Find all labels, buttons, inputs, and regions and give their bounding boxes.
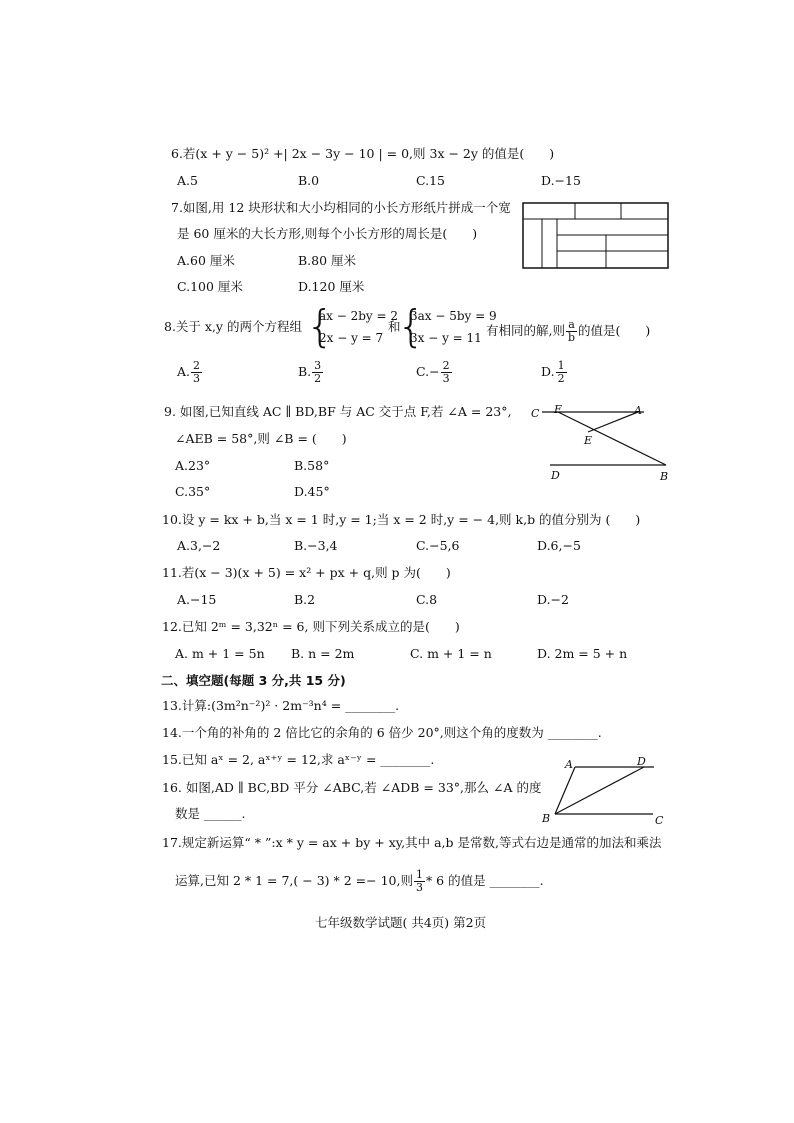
q11-option-a: A.−15 <box>177 592 217 607</box>
q8-sys1-eq2: 2x − y = 7 <box>319 331 384 345</box>
q9-option-c: C.35° <box>175 484 211 499</box>
q8-option-a: A. $\frac{2}{3}$ <box>177 359 201 385</box>
q8-sys2-eq2: 3x − y = 11 <box>410 331 482 345</box>
q16-label-c: C <box>655 814 664 827</box>
q10-option-c: C.−5,6 <box>416 538 460 553</box>
q9-label-f: F <box>554 403 562 416</box>
q9-label-d: D <box>551 469 560 482</box>
q9-stem-line1: 9. 如图,已知直线 AC ∥ BD,BF 与 AC 交于点 F,若 ∠A = 23°, <box>164 404 512 419</box>
q7-stem-line2: 是 60 厘米的大长方形,则每个小长方形的周长是( ) <box>177 226 478 241</box>
q11-option-c: C.8 <box>416 592 438 607</box>
q6-option-c: C.15 <box>416 173 445 188</box>
q14-stem: 14.一个角的补角的 2 倍比它的余角的 6 倍少 20°,则这个角的度数为 ________. <box>162 725 602 740</box>
q12-option-b: B. n = 2m <box>291 646 355 661</box>
q12-option-c: C. m + 1 = n <box>410 646 492 661</box>
q9-label-e: E <box>584 434 593 447</box>
q16-stem-line2: 数是 ______. <box>175 806 246 821</box>
q16-label-b: B <box>542 812 551 825</box>
q8-stem-tail <box>486 319 650 344</box>
section-fill-in-title: 二、填空题(每题 3 分,共 15 分) <box>161 673 346 688</box>
q16-label-a: A <box>565 758 573 771</box>
q8-frac-den: b <box>567 331 576 344</box>
q17-frac-den: 3 <box>415 881 423 894</box>
q9-label-c: C <box>531 407 540 420</box>
q9-label-b: B <box>660 470 669 483</box>
q7-option-a: A.60 厘米 <box>177 253 235 268</box>
q12-stem: 12.已知 2ᵐ = 3,32ⁿ = 6, 则下列关系成立的是( ) <box>162 619 460 634</box>
q6-option-d: D.−15 <box>541 173 581 188</box>
q17-stem-line1: 17.规定新运算“ * ”:x * y = ax + by + xy,其中 a,b 是常数,等式右边是通常的加法和乘法 <box>162 835 662 850</box>
q15-stem: 15.已知 aˣ = 2, aˣ⁺ʸ = 12,求 aˣ⁻ʸ = ________. <box>162 752 435 767</box>
q17-line2-suffix: * 6 的值是 ________. <box>425 873 544 888</box>
q16-geometry-figure <box>535 752 675 828</box>
q8-option-b: B. $\frac{3}{2}$ <box>298 359 322 385</box>
q12-option-d: D. 2m = 5 + n <box>537 646 628 661</box>
q7-option-c: C.100 厘米 <box>177 279 243 294</box>
q11-option-d: D.−2 <box>537 592 569 607</box>
q8-brace-1: { <box>306 301 334 352</box>
q9-option-a: A.23° <box>175 458 211 473</box>
q6-stem: 6.若(x + y − 5)² +| 2x − 3y − 10 | = 0,则 3x − 2y 的值是( ) <box>171 146 555 161</box>
q8-frac-num: a <box>566 319 577 332</box>
q9-option-d: D.45° <box>294 484 330 499</box>
q9-geometry-figure <box>528 400 676 486</box>
q8-sys1-eq1: ax − 2by = 2 <box>319 309 399 323</box>
q11-stem: 11.若(x − 3)(x + 5) = x² + px + q,则 p 为( ) <box>162 565 451 580</box>
q16-stem-line1: 16. 如图,AD ∥ BC,BD 平分 ∠ABC,若 ∠ADB = 33°,那么 ∠A 的度 <box>162 780 542 795</box>
q8-option-d: D. $\frac{1}{2}$ <box>541 359 565 385</box>
q8-stem-prefix: 8.关于 x,y 的两个方程组 <box>164 319 302 334</box>
q8-and: 和 <box>388 319 401 334</box>
q7-option-b: B.80 厘米 <box>298 253 357 268</box>
q10-option-b: B.−3,4 <box>294 538 338 553</box>
q10-stem: 10.设 y = kx + b,当 x = 1 时,y = 1;当 x = 2 时,y = − 4,则 k,b 的值分别为 ( ) <box>162 512 641 527</box>
q13-stem: 13.计算:(3m²n⁻²)² · 2m⁻³n⁴ = ________. <box>162 698 400 713</box>
q17-fraction <box>414 869 425 894</box>
q6-option-b: B.0 <box>298 173 320 188</box>
q17-stem-line2 <box>175 869 544 894</box>
q10-option-d: D.6,−5 <box>537 538 581 553</box>
q7-stem-line1: 7.如图,用 12 块形状和大小均相同的小长方形纸片拼成一个宽 <box>171 200 511 215</box>
page-footer: 七年级数学试题( 共4页) 第2页 <box>315 915 487 930</box>
q9-option-b: B.58° <box>294 458 330 473</box>
q8-fraction <box>566 319 577 344</box>
q12-option-a: A. m + 1 = 5n <box>175 646 265 661</box>
q8-sys2-eq1: 3ax − 5by = 9 <box>410 309 497 323</box>
q7-option-d: D.120 厘米 <box>298 279 365 294</box>
q7-rectangle-figure <box>522 202 670 270</box>
q8-stem-mid: 有相同的解,则 <box>486 323 565 338</box>
q8-brace-2: { <box>397 301 425 352</box>
q10-option-a: A.3,−2 <box>177 538 221 553</box>
q17-line2-prefix: 运算,已知 2 * 1 = 7,( − 3) * 2 =− 10,则 <box>175 873 413 888</box>
q6-option-a: A.5 <box>177 173 198 188</box>
q8-option-c: C.− $\frac{2}{3}$ <box>416 359 450 385</box>
q9-label-a: A <box>634 404 642 417</box>
q8-stem-suffix: 的值是( ) <box>578 323 651 338</box>
q9-stem-line2: ∠AEB = 58°,则 ∠B = ( ) <box>175 431 347 446</box>
q11-option-b: B.2 <box>294 592 316 607</box>
q16-label-d: D <box>637 755 646 768</box>
q17-frac-num: 1 <box>415 868 423 881</box>
